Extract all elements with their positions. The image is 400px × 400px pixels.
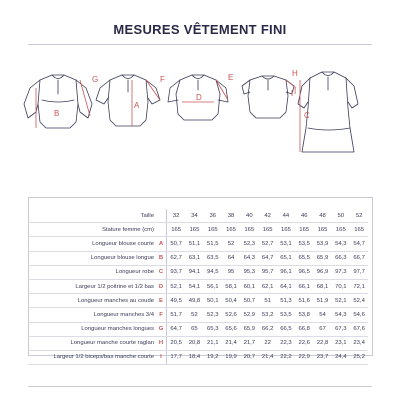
table-cell: 25,2 — [350, 350, 368, 364]
table-cell: 54,7 — [350, 237, 368, 251]
table-cell: 94,1 — [185, 265, 203, 279]
table-cell: 165 — [295, 223, 313, 237]
table-cell: 32 — [167, 209, 186, 223]
table-row — [28, 322, 368, 336]
table-cell: 52,6 — [222, 308, 240, 322]
table-cell: 72,1 — [350, 279, 368, 293]
table-cell: 36 — [204, 209, 222, 223]
table-cell: 51,3 — [277, 294, 295, 308]
table-cell: 22,2 — [277, 350, 295, 364]
table-cell: 46 — [295, 209, 313, 223]
table-cell: 165 — [313, 223, 331, 237]
table-cell: 22,8 — [313, 336, 331, 350]
table-cell: 22,9 — [295, 350, 313, 364]
table-cell: 65,5 — [295, 251, 313, 265]
table-cell: 53,5 — [277, 308, 295, 322]
row-label: Largeur 1/2 poitrine et 1/2 bas — [28, 279, 156, 293]
row-letter: A — [156, 237, 167, 251]
table-cell: 22,3 — [277, 336, 295, 350]
table-cell: 165 — [277, 223, 295, 237]
table-cell: 53,5 — [295, 237, 313, 251]
stature-label: Stature femme (cm) — [28, 223, 156, 237]
table-cell: 95 — [222, 265, 240, 279]
letter-d: D — [196, 93, 202, 102]
row-label: Longueur blouse courte — [28, 237, 156, 251]
table-cell: 67 — [313, 322, 331, 336]
table-cell: 23,7 — [313, 350, 331, 364]
table-cell: 20,5 — [167, 336, 186, 350]
table-cell: 65,9 — [240, 322, 258, 336]
table-cell: 52,1 — [167, 279, 186, 293]
table-cell: 18,4 — [185, 350, 203, 364]
table-cell: 64,7 — [258, 251, 276, 265]
table-cell: 50,7 — [167, 237, 186, 251]
table-cell: 64,1 — [277, 279, 295, 293]
stature-row — [28, 223, 368, 237]
table-cell: 38 — [222, 209, 240, 223]
table-cell: 65,1 — [277, 251, 295, 265]
table-cell: 23,4 — [350, 336, 368, 350]
table-cell: 54,1 — [185, 279, 203, 293]
table-cell: 66,7 — [350, 251, 368, 265]
table-row — [28, 336, 368, 350]
illustration-letter-labels — [54, 69, 310, 120]
table-cell: 65,9 — [313, 251, 331, 265]
footer-divider — [28, 386, 372, 387]
table-cell: 165 — [222, 223, 240, 237]
table-cell: 60,1 — [240, 279, 258, 293]
table-cell: 97,3 — [332, 265, 350, 279]
letter-f: F — [160, 75, 165, 84]
table-cell: 52,3 — [240, 237, 258, 251]
table-cell: 65,3 — [204, 322, 222, 336]
table-row — [28, 294, 368, 308]
table-cell: 51,7 — [167, 308, 186, 322]
table-row — [28, 308, 368, 322]
row-letter: B — [156, 251, 167, 265]
table-cell: 40 — [240, 209, 258, 223]
blouse-short-sleeve-illustration — [242, 76, 297, 118]
table-cell: 21,4 — [258, 350, 276, 364]
table-cell: 22 — [258, 336, 276, 350]
table-cell: 21,7 — [240, 336, 258, 350]
table-cell: 67,3 — [332, 322, 350, 336]
table-cell: 63,5 — [204, 251, 222, 265]
table-cell: 165 — [240, 223, 258, 237]
row-letter: C — [156, 265, 167, 279]
table-cell: 64,7 — [167, 322, 186, 336]
table-cell: 56,1 — [204, 279, 222, 293]
table-cell: 66,5 — [277, 322, 295, 336]
table-cell: 19,2 — [204, 350, 222, 364]
table-cell: 70,1 — [332, 279, 350, 293]
table-cell: 17,7 — [167, 350, 186, 364]
row-letter: G — [156, 322, 167, 336]
garment-illustrations — [0, 64, 400, 180]
letter-e: E — [228, 73, 234, 82]
table-cell: 42 — [258, 209, 276, 223]
table-cell: 52,1 — [332, 294, 350, 308]
table-cell: 54,6 — [350, 308, 368, 322]
table-cell: 54,3 — [332, 308, 350, 322]
table-cell: 22,6 — [295, 336, 313, 350]
table-cell: 165 — [258, 223, 276, 237]
table-cell: 53,9 — [313, 237, 331, 251]
table-cell: 54,3 — [332, 237, 350, 251]
table-cell: 52 — [222, 237, 240, 251]
table-cell: 66,3 — [332, 251, 350, 265]
table-cell: 93,7 — [167, 265, 186, 279]
table-cell: 52 — [350, 209, 368, 223]
row-letter: I — [156, 350, 167, 364]
table-cell: 95,3 — [240, 265, 258, 279]
row-label: Longueur blouse longue — [28, 251, 156, 265]
table-row — [28, 265, 368, 279]
table-cell: 65,6 — [222, 322, 240, 336]
table-row — [28, 350, 368, 364]
row-label: Longueur manches 3/4 — [28, 308, 156, 322]
table-row — [28, 237, 368, 251]
table-cell: 165 — [350, 223, 368, 237]
table-cell: 165 — [332, 223, 350, 237]
table-cell: 52,9 — [240, 308, 258, 322]
row-letter: E — [156, 294, 167, 308]
letter-i: I — [294, 87, 297, 96]
table-cell: 50,7 — [240, 294, 258, 308]
table-cell: 19,9 — [222, 350, 240, 364]
table-cell: 63,1 — [185, 251, 203, 265]
table-cell: 20,8 — [185, 336, 203, 350]
table-cell: 64 — [222, 251, 240, 265]
table-cell: 52,7 — [258, 237, 276, 251]
title-divider — [28, 44, 372, 45]
measurements-table — [28, 209, 368, 365]
row-label: Longueur robe — [28, 265, 156, 279]
table-cell: 23,1 — [332, 336, 350, 350]
row-label: Longueur manches au coude — [28, 294, 156, 308]
blouse-long-sleeve-illustration — [24, 75, 92, 128]
letter-c: C — [304, 111, 310, 120]
table-cell: 24,4 — [332, 350, 350, 364]
table-cell: 165 — [204, 223, 222, 237]
table-cell: 51,1 — [185, 237, 203, 251]
table-cell: 97,7 — [350, 265, 368, 279]
table-cell: 48 — [313, 209, 331, 223]
row-letter: F — [156, 308, 167, 322]
table-cell: 96,9 — [313, 265, 331, 279]
table-cell: 49,5 — [167, 294, 186, 308]
page-title: MESURES VÊTEMENT FINI — [113, 22, 287, 37]
table-cell: 67,6 — [350, 322, 368, 336]
table-cell: 165 — [167, 223, 186, 237]
table-cell: 66,1 — [295, 279, 313, 293]
table-cell: 62,7 — [167, 251, 186, 265]
row-letter: D — [156, 279, 167, 293]
table-cell: 52,4 — [350, 294, 368, 308]
table-cell: 62,1 — [258, 279, 276, 293]
row-label: Longueur manches longues — [28, 322, 156, 336]
table-cell: 50,1 — [204, 294, 222, 308]
table-cell: 21,1 — [204, 336, 222, 350]
letter-g: G — [92, 75, 99, 84]
table-cell: 54 — [313, 308, 331, 322]
table-cell: 52,3 — [204, 308, 222, 322]
letter-a: A — [134, 101, 140, 110]
letter-h: H — [292, 69, 298, 78]
size-header-row — [28, 209, 368, 223]
table-cell: 51,5 — [204, 237, 222, 251]
table-cell: 44 — [277, 209, 295, 223]
table-cell: 94,5 — [204, 265, 222, 279]
row-label: Largeur 1/2 biceps/bas manche courte — [28, 350, 156, 364]
table-cell: 21,4 — [222, 336, 240, 350]
table-cell: 50,4 — [222, 294, 240, 308]
table-cell: 96,1 — [277, 265, 295, 279]
row-letter: H — [156, 336, 167, 350]
table-cell: 66,2 — [258, 322, 276, 336]
table-row — [28, 279, 368, 293]
blouse-three-quarter-sleeve-illustration — [96, 75, 160, 126]
table-cell: 53,2 — [258, 308, 276, 322]
table-cell: 58,1 — [222, 279, 240, 293]
table-cell: 53,8 — [295, 308, 313, 322]
letter-b: B — [54, 109, 60, 118]
table-cell: 52 — [185, 308, 203, 322]
table-cell: 50 — [332, 209, 350, 223]
row-label: Longueur manche courte raglan — [28, 336, 156, 350]
table-cell: 53,1 — [277, 237, 295, 251]
table-cell: 95,7 — [258, 265, 276, 279]
table-cell: 51,9 — [313, 294, 331, 308]
table-cell: 34 — [185, 209, 203, 223]
table-cell: 51,6 — [295, 294, 313, 308]
table-cell: 51 — [258, 294, 276, 308]
size-header-label: Taille — [28, 209, 156, 223]
table-cell: 20,7 — [240, 350, 258, 364]
table-cell: 65 — [185, 322, 203, 336]
table-row — [28, 251, 368, 265]
table-cell: 64,3 — [240, 251, 258, 265]
table-cell: 66,8 — [295, 322, 313, 336]
table-cell: 96,5 — [295, 265, 313, 279]
table-cell: 68,1 — [313, 279, 331, 293]
table-cell: 49,8 — [185, 294, 203, 308]
table-cell: 165 — [185, 223, 203, 237]
